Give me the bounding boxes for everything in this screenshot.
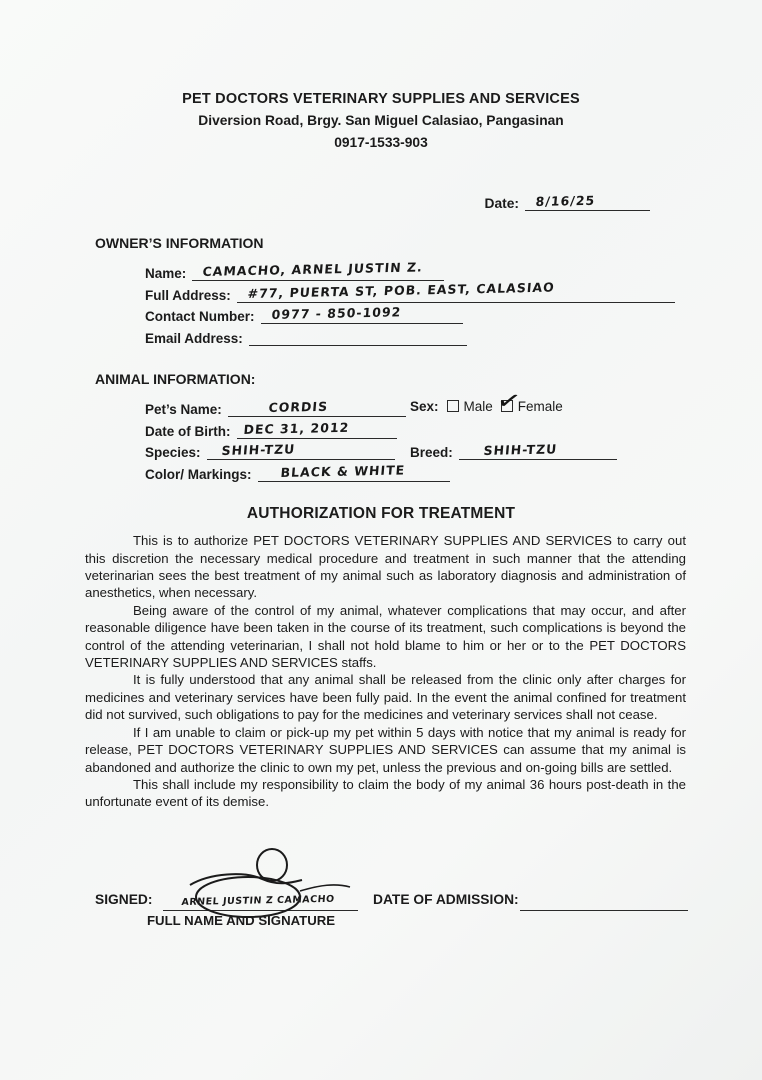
owner-name-handwritten-value: CAMACHO, ARNEL JUSTIN Z.	[202, 259, 424, 280]
document-header	[0, 0, 762, 153]
owner-email-row	[145, 328, 762, 350]
owner-name-label: Name:	[145, 266, 187, 282]
color-markings-row	[145, 464, 762, 486]
admission-date-label: DATE OF ADMISSION:	[373, 891, 519, 907]
admission-date-line	[520, 893, 688, 911]
signature-text: ARNEL JUSTIN Z CAMACHO	[181, 893, 336, 908]
animal-section-heading: ANIMAL INFORMATION:	[95, 371, 256, 388]
clinic-phone: 0917-1533-903	[334, 134, 428, 150]
species-line	[207, 442, 395, 460]
owner-contact-handwritten-value: 0977 - 850-1092	[270, 304, 402, 323]
owner-address-line	[237, 279, 675, 303]
authorization-paragraph: Being aware of the control of my animal, whatever complications that may occur, and after reasonable diligence have been taken in the course of its treatment, such complications is beyond the control of the attending veterinarian, I shall not hold blame to him or her or to the PET DOCTORS VETERINARY SUPPLIES AND SERVICES staffs.	[85, 602, 686, 671]
authorization-body	[85, 532, 686, 811]
owner-email-label: Email Address:	[145, 330, 243, 346]
date-row	[0, 193, 762, 211]
owner-address-row	[145, 279, 762, 307]
male-checkbox	[447, 400, 459, 412]
animal-fields	[145, 385, 762, 485]
signature-caption: FULL NAME AND SIGNATURE	[147, 912, 336, 928]
pet-name-label: Pet’s Name:	[145, 402, 222, 418]
dob-label: Date of Birth:	[145, 423, 231, 439]
authorization-paragraph: This is to authorize PET DOCTORS VETERINARY SUPPLIES AND SERVICES to carry out this discretion the necessary medical procedure and treatment in such manner that the attending veterinarian sees the best treatment of my animal such as laboratory diagnosis and administration of anesthetics, when necessary.	[85, 533, 686, 601]
owner-section-heading: OWNER’S INFORMATION	[95, 235, 264, 252]
owner-contact-row	[145, 306, 762, 328]
owner-contact-label: Contact Number:	[145, 309, 255, 325]
dob-row	[145, 421, 762, 443]
breed-line	[459, 442, 617, 460]
sex-field	[410, 385, 563, 417]
check-icon: ✓	[494, 385, 524, 417]
sex-label: Sex:	[410, 399, 439, 415]
date-line	[525, 193, 650, 211]
pet-name-handwritten-value: CORDIS	[267, 398, 329, 416]
owner-address-handwritten-value: #77, PUERTA ST, POB. EAST, CALASIAO	[246, 279, 556, 301]
owner-name-line	[192, 259, 444, 281]
species-label: Species:	[145, 445, 201, 461]
pet-name-row	[145, 385, 762, 421]
owner-email-line	[249, 328, 467, 346]
species-handwritten-value: SHIH-TZU	[220, 441, 296, 459]
female-option-label: Female	[517, 399, 563, 415]
species-row	[145, 442, 762, 464]
owner-fields	[145, 259, 762, 349]
breed-handwritten-value: SHIH-TZU	[482, 441, 558, 459]
signature-area	[95, 869, 762, 929]
male-option-label: Male	[463, 399, 493, 415]
clinic-address: Diversion Road, Brgy. San Miguel Calasiao, Pangasinan	[198, 113, 564, 129]
clinic-name: PET DOCTORS VETERINARY SUPPLIES AND SERVICES	[182, 91, 580, 107]
authorization-paragraph: It is fully understood that any animal shall be released from the clinic only after charges for medicines and veterinary services have been fully paid. In the event the animal confined for treatment did not survived, such obligations to pay for the medicines and veterinary services shall not cease.	[85, 672, 686, 723]
color-markings-handwritten-value: BLACK & WHITE	[279, 462, 406, 480]
female-checkbox	[494, 385, 524, 417]
authorization-title: AUTHORIZATION FOR TREATMENT	[246, 505, 516, 523]
owner-contact-line	[261, 306, 463, 324]
signed-line	[163, 893, 358, 911]
color-markings-label: Color/ Markings:	[145, 466, 252, 482]
color-markings-line	[258, 464, 450, 482]
date-label: Date:	[484, 196, 519, 212]
signed-label: SIGNED:	[95, 891, 153, 907]
date-handwritten-value: 8/16/25	[535, 192, 596, 210]
breed-field	[410, 442, 617, 460]
pet-name-line	[228, 399, 406, 417]
authorization-paragraph: If I am unable to claim or pick-up my pet within 5 days with notice that my animal is ready for release, PET DOCTORS VETERINARY SUPPLIES AND SERVICES can assume that my animal is abandoned and authorize the clinic to own my pet, unless the previous and on-going bills are settled.	[85, 724, 686, 775]
breed-label: Breed:	[410, 445, 453, 461]
authorization-paragraph: This shall include my responsibility to claim the body of my animal 36 hours post-death in the unfortunate event of its demise.	[85, 776, 686, 810]
dob-line	[237, 421, 397, 439]
dob-handwritten-value: DEC 31, 2012	[242, 419, 350, 437]
owner-address-label: Full Address:	[145, 287, 231, 303]
